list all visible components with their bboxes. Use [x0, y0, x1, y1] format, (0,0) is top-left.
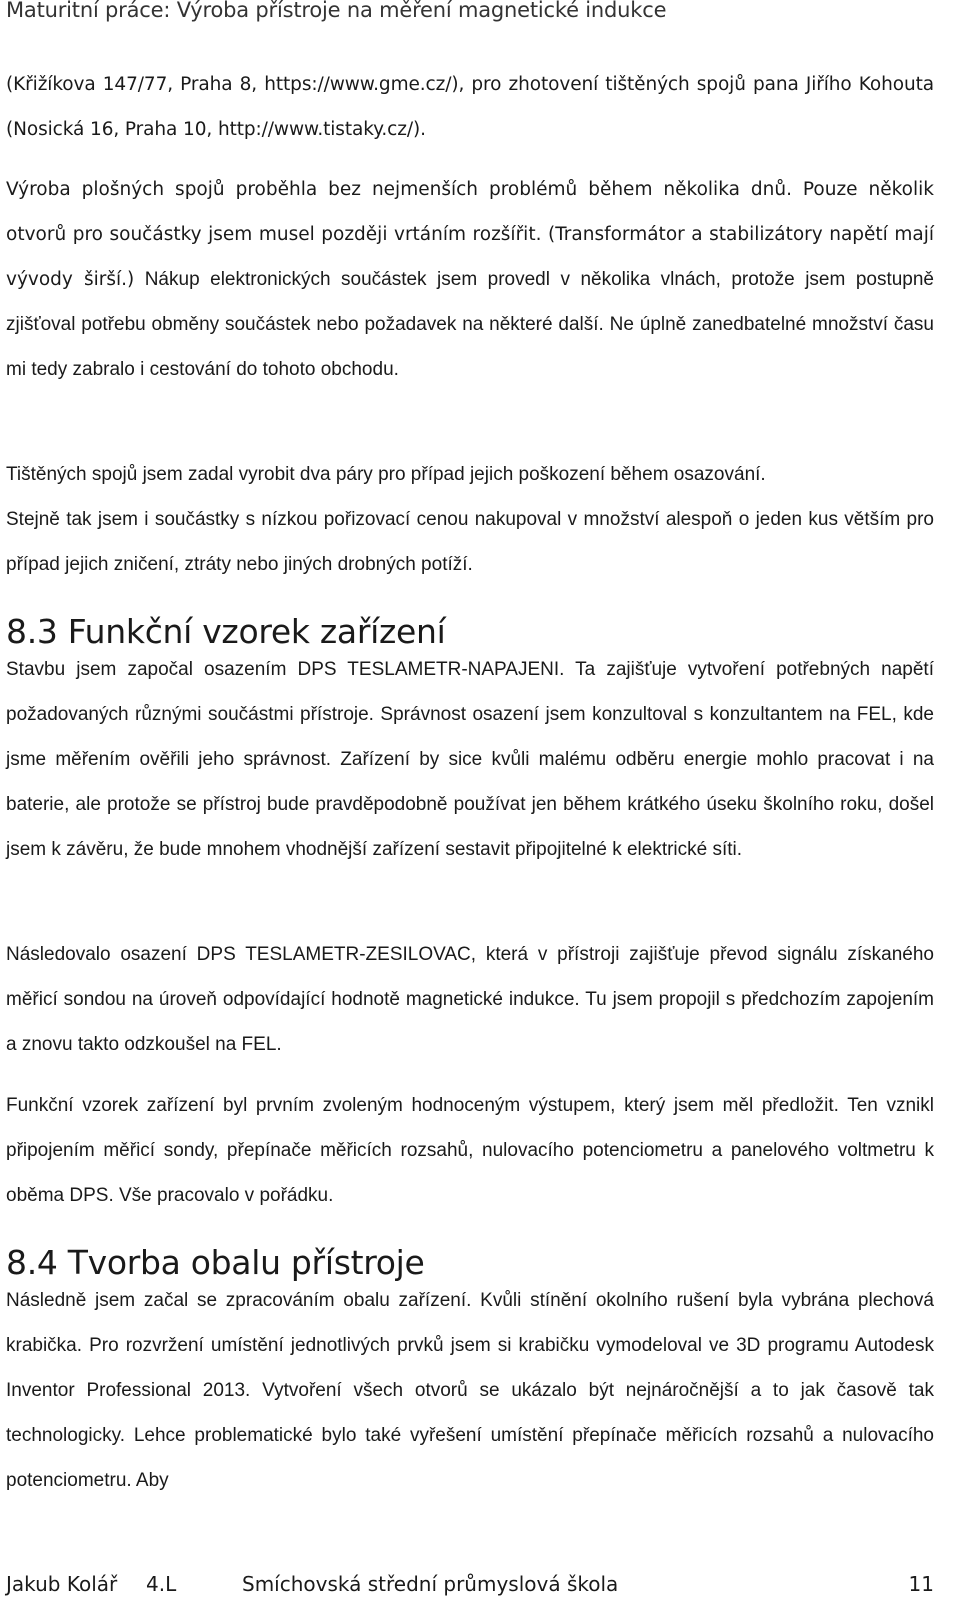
page-header: Maturitní práce: Výroba přístroje na měření magnetické indukce — [6, 0, 667, 22]
footer-school: Smíchovská střední průmyslová škola — [242, 1572, 619, 1596]
paragraph-pcb-production-part2: Nákup elektronických součástek jsem provedl v několika vlnách, protože jsem postupně zjišťoval potřebu obměny součástek nebo požadavek na některé další. Ne úplně zanedbatelné množství času mi tedy zabralo i cestování do tohoto obchodu. — [6, 269, 934, 380]
section-heading-8-4: 8.4 Tvorba obalu přístroje — [6, 1243, 425, 1282]
paragraph-assembly-start: Stavbu jsem započal osazením DPS TESLAMETR-NAPAJENI. Ta zajišťuje vytvoření potřebných napětí požadovaných různými součástmi přístroje. Správnost osazení jsem konzultoval s konzultantem na FEL, kde jsme měřením ověřili jeho správnost. Zařízení by sice kvůli malému odběru energie mohlo pracovat i na baterie, ale protože se přístroj bude pravděpodobně používat jen během krátkého úseku školního roku, došel jsem k závěru, že bude mnohem vhodnější zařízení sestavit připojitelné k elektrické síti. — [6, 659, 934, 860]
paragraph-pcb-pairs: Tištěných spojů jsem zadal vyrobit dva páry pro případ jejich poškození během osazování. — [6, 464, 766, 485]
paragraph-pcb-production-part1: Výroba plošných spojů proběhla bez nejmenších problémů během několika dnů. Pouze několik otvorů pro součástky jsem musel později vrtáním rozšířit. (Transformátor a stabilizátory napětí mají vývody širší.) — [6, 179, 934, 290]
paragraph-pcb-production — [6, 167, 934, 392]
section-heading-8-3: 8.3 Funkční vzorek zařízení — [6, 612, 446, 651]
footer-author: Jakub Kolář — [6, 1572, 118, 1596]
paragraph-components-spare: Stejně tak jsem i součástky s nízkou pořizovací cenou nakupoval v množství alespoň o jeden kus větším pro případ jejich zničení, ztráty nebo jiných drobných potíží. — [6, 509, 934, 575]
paragraph-functional-sample: Funkční vzorek zařízení byl prvním zvoleným hodnoceným výstupem, který jsem měl předložit. Ten vznikl připojením měřicí sondy, přepínače měřicích rozsahů, nulovacího potenciometru a panelového voltmetru k oběma DPS. Vše pracovalo v pořádku. — [6, 1095, 934, 1206]
paragraph-enclosure: Následně jsem začal se zpracováním obalu zařízení. Kvůli stínění okolního rušení byla vybrána plechová krabička. Pro rozvržení umístění jednotlivých prvků jsem si krabičku vymodeloval ve 3D programu Autodesk Inventor Professional 2013. Vytvoření všech otvorů se ukázalo být nejnáročnější a to jak časově tak technologicky. Lehce problematické bylo také vyřešení umístění přepínače měřicích rozsahů a nulovacího potenciometru. Aby — [6, 1290, 934, 1491]
paragraph-amplifier-assembly: Následovalo osazení DPS TESLAMETR-ZESILOVAC, která v přístroji zajišťuje převod signálu získaného měřicí sondou na úroveň odpovídající hodnotě magnetické indukce. Tu jsem propojil s předchozím zapojením a znovu takto odzkoušel na FEL. — [6, 944, 934, 1055]
footer-class: 4.L — [146, 1572, 177, 1596]
paragraph-supplier-info: (Křižíkova 147/77, Praha 8, https://www.gme.cz/), pro zhotovení tištěných spojů pana Jiřího Kohouta (Nosická 16, Praha 10, http://www.tistaky.cz/). — [6, 74, 934, 140]
footer-page-number: 11 — [908, 1572, 934, 1596]
